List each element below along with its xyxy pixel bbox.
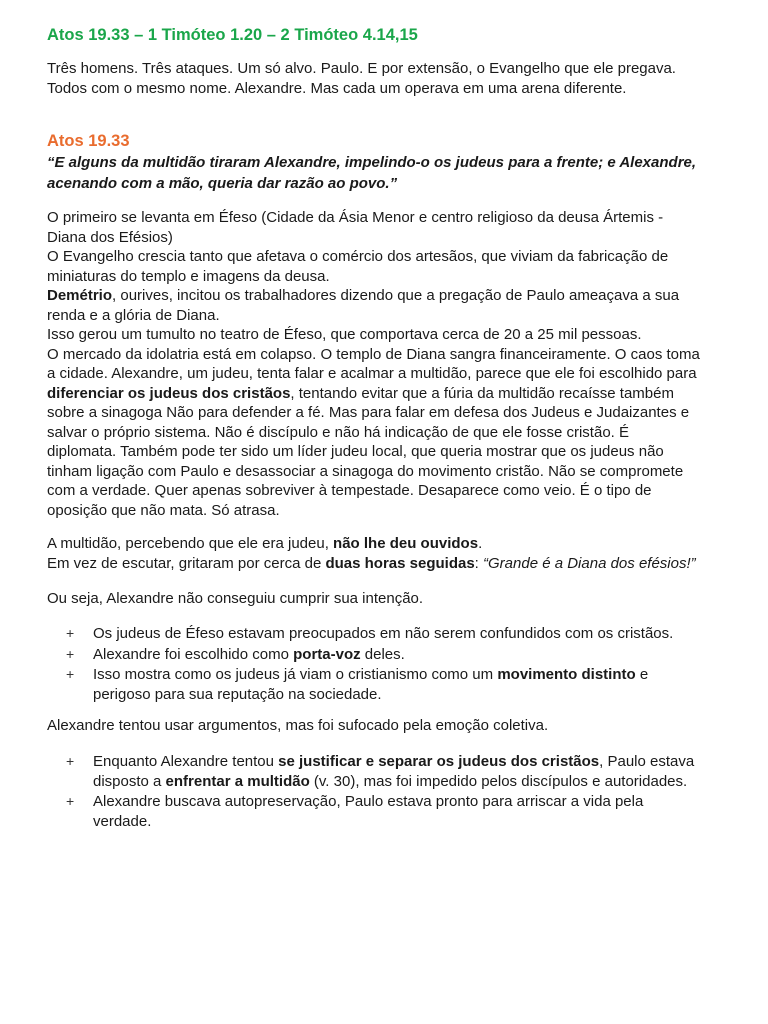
list-item: [47, 752, 694, 791]
plus-bullet-icon: +: [66, 625, 75, 641]
body-text: A multidão, percebendo que ele era judeu,: [47, 535, 334, 552]
list-item: [47, 665, 673, 704]
list-item-text: perigoso para sua reputação na sociedade.: [93, 685, 382, 703]
list-item-text: Alexandre buscava autopreservação, Paulo estava pronto para arriscar a vida pela: [93, 793, 644, 810]
body-line: O Evangelho crescia tanto que afetava o comércio dos artesãos, que viviam da fabricação de: [47, 248, 669, 265]
list-item-text: disposto a: [93, 772, 166, 790]
bold-term: diferenciar os judeus dos cristãos: [47, 384, 291, 402]
bold-term: duas horas seguidas: [325, 554, 475, 572]
bold-term: se justificar e separar os judeus dos cristãos: [278, 753, 600, 770]
body-line: Isso gerou um tumulto no teatro de Éfeso, que comportava cerca de 20 a 25 mil pessoas.: [47, 326, 642, 343]
bold-term: enfrentar a multidão: [165, 772, 310, 790]
body-line: sobre a sinagoga Não para defender a fé. Mas para falar em defesa dos Judeus e Judaizantes e: [47, 404, 690, 421]
plus-bullet-icon: +: [66, 793, 75, 809]
bold-term: porta-voz: [293, 645, 361, 663]
list-item-text: e: [635, 666, 649, 683]
body-line: salvar o próprio sistema. Não é discípulo e não há indicação de que ele fosse cristão. É: [47, 423, 629, 441]
body-line: com a verdade. Quer apenas sobreviver à tempestade. Desaparece como veio. É o tipo de: [47, 482, 652, 499]
intro-line: Todos com o mesmo nome. Alexandre. Mas cada um operava em uma arena diferente.: [47, 80, 627, 97]
body-text: Em vez de escutar, gritaram por cerca de: [47, 554, 326, 572]
body-text: :: [474, 554, 484, 572]
list-item: [47, 645, 673, 665]
italic-quote: “Grande é a Diana dos efésios!”: [483, 554, 696, 572]
list-item-text: Enquanto Alexandre tentou: [93, 753, 279, 770]
body-line: O primeiro se levanta em Éfeso (Cidade da Ásia Menor e centro religioso da deusa Ártemis -: [47, 209, 664, 226]
body-text: .: [478, 535, 483, 552]
body-line: O mercado da idolatria está em colapso. O templo de Diana sangra financeiramente. O caos toma: [47, 345, 700, 363]
body-line: miniaturas do templo e imagens da deusa.: [47, 267, 330, 285]
main-heading: Atos 19.33 – 1 Timóteo 1.20 – 2 Timóteo 4.14,15: [47, 26, 418, 44]
bold-term: não lhe deu ouvidos: [333, 535, 479, 552]
body-paragraph: [47, 208, 700, 520]
list-item-text: , Paulo estava: [599, 753, 695, 770]
bullet-list: [47, 624, 673, 705]
body-line: , ourives, incitou os trabalhadores dizendo que a pregação de Paulo ameaçava a sua: [112, 287, 680, 304]
bold-term: Demétrio: [47, 287, 113, 304]
body-line: diplomata. Também pode ter sido um líder judeu local, que queria mostrar que os judeus não: [47, 443, 664, 460]
list-item-text: verdade.: [93, 812, 152, 830]
plus-bullet-icon: +: [66, 753, 75, 769]
list-item-text: Os judeus de Éfeso estavam preocupados em não serem confundidos com os cristãos.: [93, 625, 674, 642]
bold-term: movimento distinto: [497, 666, 636, 683]
body-line: oposição que não mata. Só atrasa.: [47, 501, 280, 519]
plus-bullet-icon: +: [66, 645, 75, 662]
body-line: a cidade. Alexandre, um judeu, tenta falar e acalmar a multidão, parece que ele foi escolhido para: [47, 365, 697, 382]
intro-line: Três homens. Três ataques. Um só alvo. Paulo. E por extensão, o Evangelho que ele pregava.: [47, 60, 676, 77]
quote-line: “E alguns da multidão tiraram Alexandre, impelindo-o os judeus para a frente; e Alexandre,: [47, 154, 697, 171]
body-line: Diana dos Efésios): [47, 228, 173, 246]
section-heading: Atos 19.33: [47, 132, 130, 150]
quote-line: acenando com a mão, queria dar razão ao povo.”: [47, 174, 398, 192]
intro-paragraph: [47, 59, 676, 99]
argument-paragraph: Alexandre tentou usar argumentos, mas foi sufocado pela emoção coletiva.: [47, 717, 549, 734]
list-item: [47, 624, 673, 644]
bullet-list: [47, 752, 694, 832]
body-line: tinham ligação com Paulo e desassociar a sinagoga do movimento cristão. Não se compromete: [47, 462, 684, 480]
conclusion-paragraph: Ou seja, Alexandre não conseguiu cumprir sua intenção.: [47, 590, 424, 607]
plus-bullet-icon: +: [66, 666, 75, 682]
crowd-paragraph: [47, 534, 696, 573]
list-item-text: Isso mostra como os judeus já viam o cristianismo como um: [93, 666, 498, 683]
scripture-quote: [47, 153, 696, 194]
body-line: renda e a glória de Diana.: [47, 306, 220, 324]
list-item: [47, 792, 694, 831]
body-line: , tentando evitar que a fúria da multidão recaísse também: [290, 384, 674, 402]
list-item-text: Alexandre foi escolhido como: [93, 645, 294, 663]
list-item-text: deles.: [360, 645, 405, 663]
list-item-text: (v. 30), mas foi impedido pelos discípulos e autoridades.: [309, 772, 688, 790]
